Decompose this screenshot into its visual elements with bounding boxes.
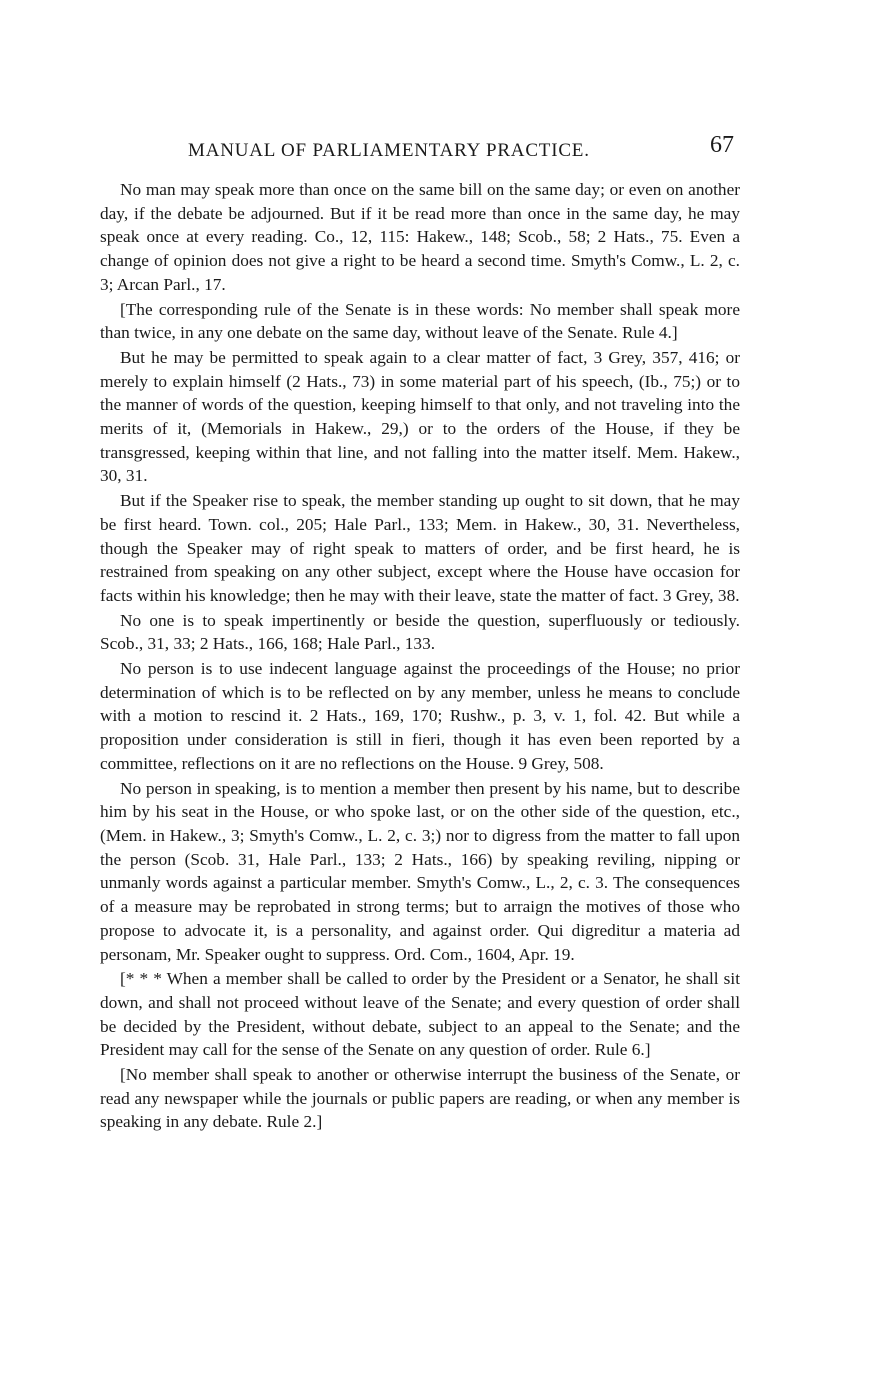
paragraph-mention-member: No person in speaking, is to mention a member then present by his name, but to describe him by his seat in the House, or who spoke last, or on the other side of the question, etc., (Mem. in Hakew., 3; Smyth's Comw., L. 2, c. 3;) nor to digress from the matter to fall upon the person (Scob. 31, Hale Parl., 133; 2 Hats., 166) by speaking reviling, nipping or unmanly words against a particular member. Smyth's Comw., L., 2, c. 3. The consequences of a measure may be reprobated in strong terms; but to arraign the motives of those who propose to advocate it, is a personality, and against order. Qui digreditur a materia ad personam, Mr. Speaker ought to suppress. Ord. Com., 1604, Apr. 19. — [100, 778, 740, 964]
paragraph-speaker-rise: But if the Speaker rise to speak, the member standing up ought to sit down, that he may be first heard. Town. col., 205; Hale Parl., 133; Mem. in Hakew., 30, 31. Nevertheless, though the Speaker may of right speak to matters of order, and be first heard, he is restrained from speaking on any other subject, except where the House have occasion for facts within his knowledge; then he may with their leave, state the matter of fact. 3 Grey, 38. — [100, 491, 740, 605]
paragraph-matter-of-fact: But he may be permitted to speak again to a clear matter of fact, 3 Grey, 357, 416; or merely to explain himself (2 Hats., 73) in some material part of his speech, (Ib., 75;) or to the manner of words of the question, keeping himself to that only, and not traveling into the merits of it, (Memorials in Hakew., 29,) or to the orders of the House, if they be transgressed, keeping within that line, and not falling into the matter itself. Mem. Hakew., 30, 31. — [100, 347, 740, 486]
page-number: 67 — [710, 132, 734, 158]
paragraph-senate-rule-4: [The corresponding rule of the Senate is in these words: No member shall speak more than twice, in any one debate on the same day, without leave of the Senate. Rule 4.] — [100, 299, 740, 343]
page-header — [100, 132, 740, 168]
paragraph-senate-rule-2: [No member shall speak to another or otherwise interrupt the business of the Senate, or read any newspaper while the journals or public papers are reading, or when any member is speaking in any debate. Rule 2.] — [100, 1065, 740, 1132]
paragraph-indecent-language: No person is to use indecent language against the proceedings of the House; no prior determination of which is to be reflected on by any member, unless he means to conclude with a motion to rescind it. 2 Hats., 169, 170; Rushw., p. 3, v. 1, fol. 42. But while a proposition under consideration is still in fieri, though it has even been reported by a committee, reflections on it are no reflections on the House. 9 Grey, 508. — [100, 659, 740, 773]
paragraph-senate-rule-6: [* * * When a member shall be called to order by the President or a Senator, he shall sit down, and shall not proceed without leave of the Senate; and every question of order shall be decided by the President, without debate, subject to an appeal to the Senate; and the President may call for the sense of the Senate on any question of order. Rule 6.] — [100, 969, 740, 1060]
running-title: MANUAL OF PARLIAMENTARY PRACTICE. — [188, 140, 590, 161]
paragraph-speak-once: No man may speak more than once on the same bill on the same day; or even on another day, if the debate be adjourned. But if it be read more than once in the same day, he may speak once at every reading. Co., 12, 115: Hakew., 148; Scob., 58; 2 Hats., 75. Even a change of opinion does not give a right to be heard a second time. Smyth's Comw., L. 2, c. 3; Arcan Parl., 17. — [100, 180, 740, 294]
body-text — [100, 178, 740, 1134]
paragraph-impertinently: No one is to speak impertinently or beside the question, superfluously or tediously. Scob., 31, 33; 2 Hats., 166, 168; Hale Parl., 133. — [100, 610, 740, 654]
